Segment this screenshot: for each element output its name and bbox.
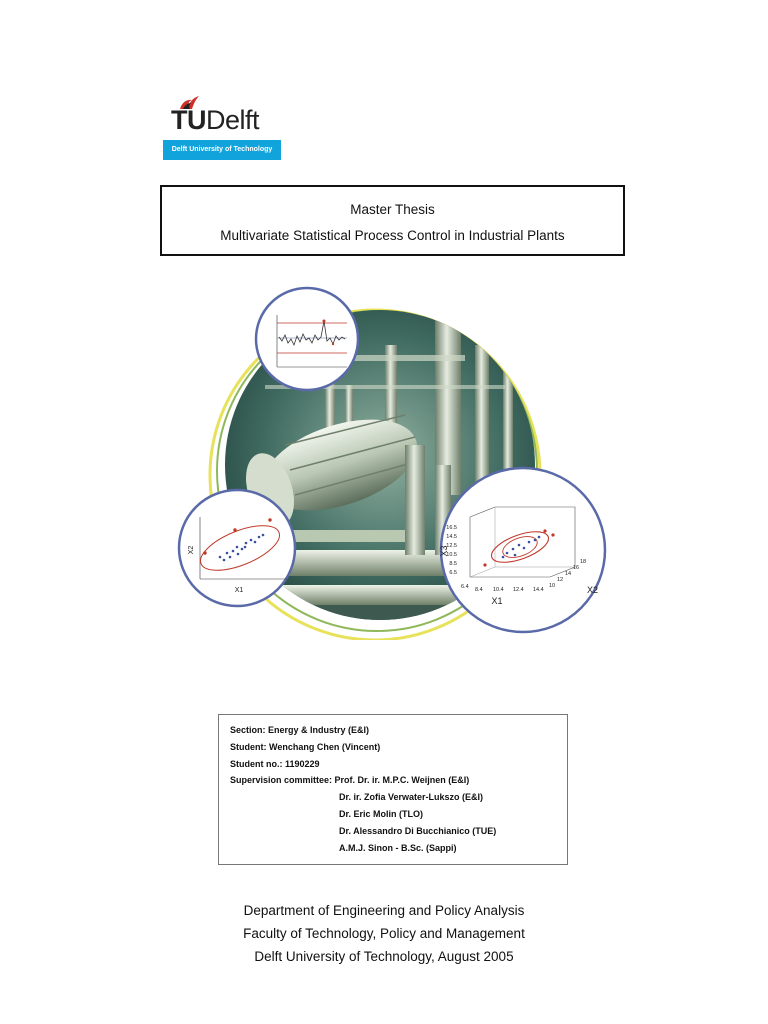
z-tick-0: 16.5: [446, 525, 457, 531]
cover-graphic: [175, 285, 615, 640]
inset-3d-scatter: [439, 468, 605, 632]
z-tick-1: 14.5: [446, 534, 457, 540]
committee-member-4: Dr. Alessandro Di Bucchianico (TUE): [339, 826, 497, 836]
inset-3d-xlabel: X1: [491, 596, 503, 606]
title-box: [160, 185, 625, 256]
section-value: Energy & Industry (E&I): [268, 725, 370, 735]
logo-tagline: Delft University of Technology: [163, 140, 281, 160]
section-label: Section:: [230, 725, 266, 735]
thesis-title: Multivariate Statistical Process Control in Industrial Plants: [220, 228, 565, 243]
inset-2d-scatter: [179, 490, 295, 606]
y-tick-1: 12: [557, 577, 564, 583]
committee-member-1: Prof. Dr. ir. M.P.C. Weijnen (E&I): [334, 775, 470, 785]
committee-label: Supervision committee:: [230, 775, 333, 785]
z-tick-2: 12.5: [446, 543, 457, 549]
z-tick-5: 6.5: [449, 570, 457, 576]
section-row: [230, 725, 369, 735]
student-no-label: Student no.:: [230, 759, 283, 769]
inset-control-chart: [256, 288, 358, 390]
z-tick-3: 10.5: [446, 552, 457, 558]
university-date-line: Delft University of Technology, August 2005: [254, 949, 514, 964]
student-label: Student:: [230, 742, 267, 752]
x-tick-3: 12.4: [513, 587, 524, 593]
committee-member-5: A.M.J. Sinon - B.Sc. (Sappi): [339, 843, 457, 853]
logo-wordmark: [171, 102, 259, 138]
y-tick-4: 18: [580, 559, 587, 565]
x-tick-0: 6.4: [461, 584, 469, 590]
tudelft-logo: [163, 80, 281, 162]
inset-2d-ylabel: X2: [188, 545, 195, 555]
committee-member-2: Dr. ir. Zofia Verwater-Lukszo (E&I): [339, 792, 484, 802]
student-no-row: [230, 759, 320, 769]
x-tick-1: 8.4: [475, 587, 483, 593]
thesis-info-box: [218, 714, 568, 865]
x-tick-2: 10.4: [493, 587, 504, 593]
y-tick-3: 16: [573, 565, 580, 571]
committee-row: [230, 775, 469, 785]
logo-delft: Delft: [206, 105, 260, 135]
student-value: Wenchang Chen (Vincent): [269, 742, 381, 752]
inset-2d-xlabel: X1: [234, 587, 244, 594]
x-tick-4: 14.4: [533, 587, 544, 593]
inset-3d-ylabel: X2: [587, 585, 599, 595]
z-tick-4: 8.5: [449, 561, 457, 567]
thesis-type: Master Thesis: [350, 202, 435, 217]
y-tick-0: 10: [549, 583, 556, 589]
student-no-value: 1190229: [285, 759, 320, 769]
logo-tu: TU: [171, 105, 206, 135]
inset-3d-zlabel: X3: [439, 545, 449, 557]
faculty-line: Faculty of Technology, Policy and Management: [243, 926, 525, 941]
department-line: Department of Engineering and Policy Analysis: [243, 903, 525, 918]
student-row: [230, 742, 380, 752]
committee-member-3: Dr. Eric Molin (TLO): [339, 809, 424, 819]
y-tick-2: 14: [565, 571, 572, 577]
